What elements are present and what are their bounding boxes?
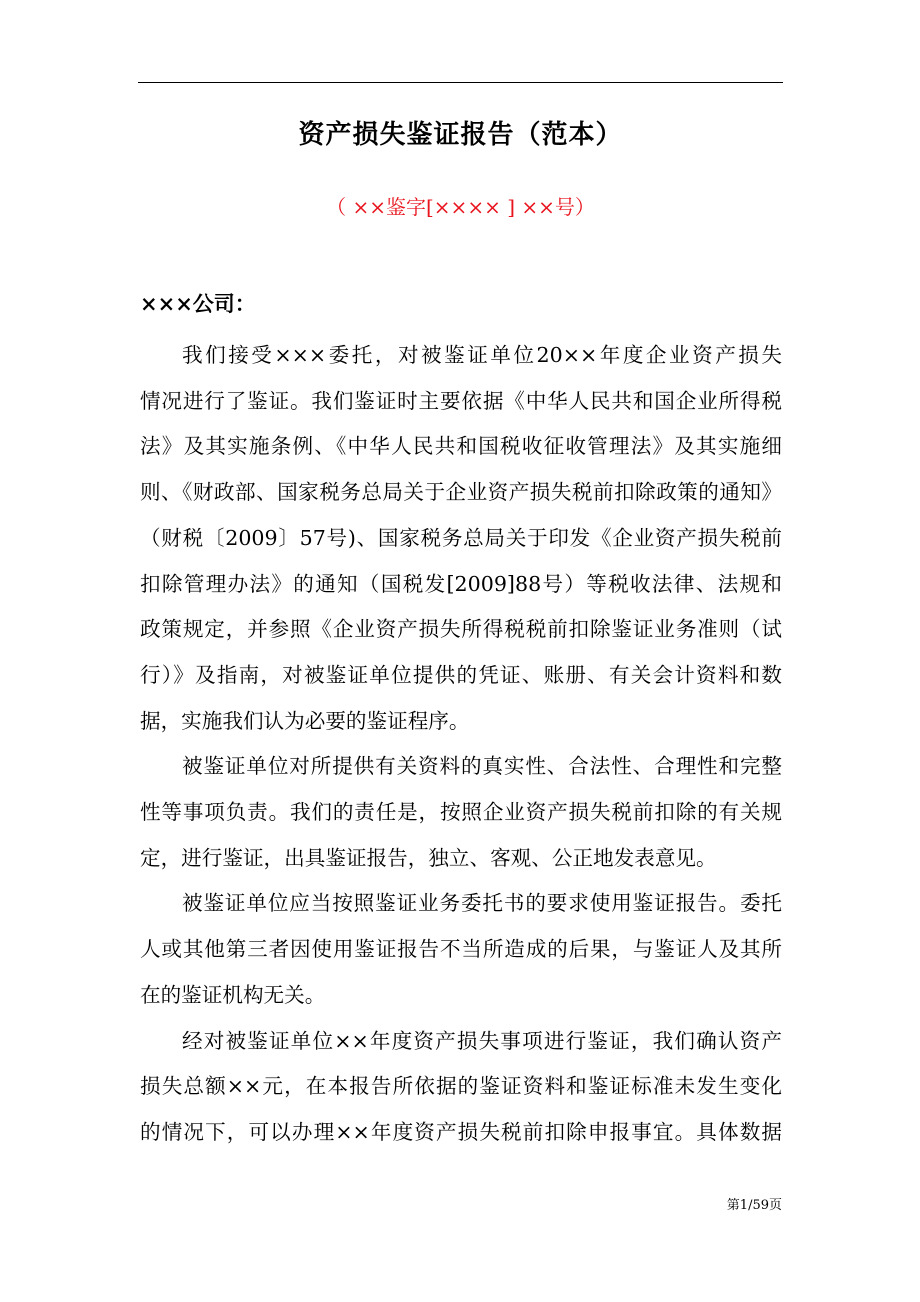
- paragraph-basis: [140, 333, 782, 744]
- paragraph-conclusion: [140, 1019, 782, 1156]
- addressee: ×××公司：: [140, 291, 256, 316]
- text-line: （财税〔2009〕57号)、国家税务总局关于印发《企业资产损失税前: [140, 525, 782, 550]
- text-line: 被鉴证单位对所提供有关资料的真实性、合法性、合理性和完整: [182, 754, 782, 779]
- text-line: 据，实施我们认为必要的鉴证程序。: [140, 708, 470, 733]
- paragraph-usage: [140, 881, 782, 1018]
- document-number: （ ××鉴字[×××× ] ××号）: [326, 195, 595, 219]
- text-line: 在的鉴证机构无关。: [140, 982, 326, 1007]
- text-line: 性等事项负责。我们的责任是，按照企业资产损失税前扣除的有关规: [140, 800, 782, 825]
- header-rule: [138, 82, 783, 83]
- text-line: 损失总额××元，在本报告所依据的鉴证资料和鉴证标准未发生变化: [140, 1074, 782, 1099]
- text-line: 的情况下，可以办理××年度资产损失税前扣除申报事宜。具体数据: [140, 1119, 782, 1144]
- text-line: 我们接受×××委托，对被鉴证单位20××年度企业资产损失: [182, 343, 782, 367]
- text-line: 则、《财政部、国家税务总局关于企业资产损失税前扣除政策的通知》: [140, 480, 782, 505]
- text-line: 扣除管理办法》的通知（国税发[2009]88号）等税收法律、法规和: [140, 571, 782, 596]
- text-line: 被鉴证单位应当按照鉴证业务委托书的要求使用鉴证报告。委托: [182, 891, 782, 916]
- page-number: 第1/59页: [726, 1198, 782, 1213]
- text-line: 法》及其实施条例、《中华人民共和国税收征收管理法》及其实施细: [140, 434, 782, 459]
- text-line: 人或其他第三者因使用鉴证报告不当所造成的后果，与鉴证人及其所: [140, 937, 782, 962]
- text-line: 定，进行鉴证，出具鉴证报告，独立、客观、公正地发表意见。: [140, 845, 717, 870]
- text-line: 政策规定，并参照《企业资产损失所得税税前扣除鉴证业务准则（试: [140, 617, 782, 642]
- document-title: 资产损失鉴证报告（范本）: [298, 120, 623, 150]
- paragraph-responsibility: [140, 744, 782, 881]
- text-line: 经对被鉴证单位××年度资产损失事项进行鉴证，我们确认资产: [182, 1028, 782, 1053]
- text-line: 行）》及指南，对被鉴证单位提供的凭证、账册、有关会计资料和数: [140, 662, 782, 687]
- text-line: 情况进行了鉴证。我们鉴证时主要依据《中华人民共和国企业所得税: [140, 388, 782, 413]
- report-body: [140, 333, 782, 1156]
